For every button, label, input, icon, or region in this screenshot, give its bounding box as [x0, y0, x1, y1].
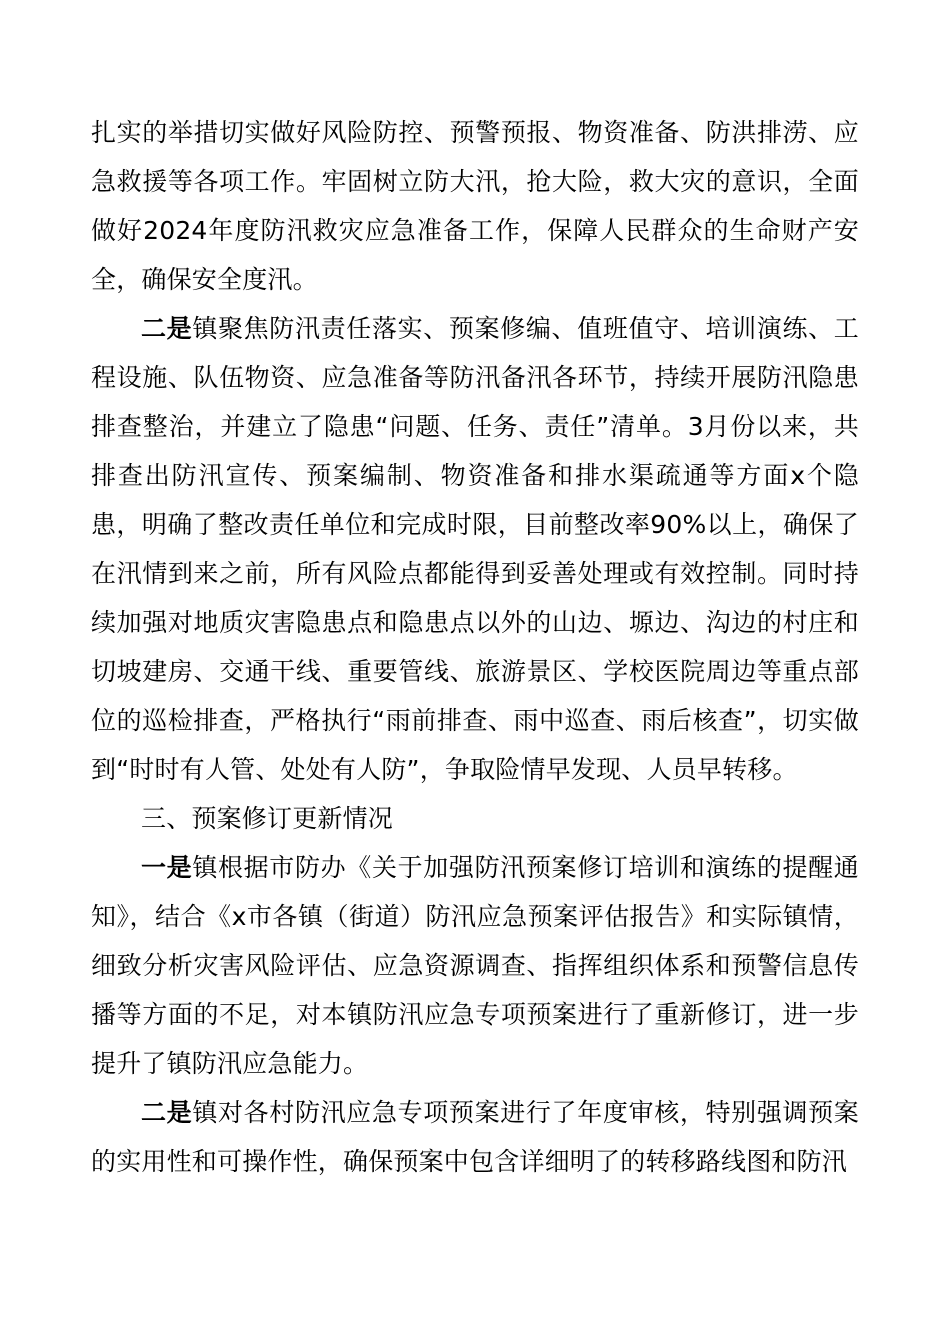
document-body: [91, 108, 859, 1186]
paragraph-plan-revision: [91, 843, 859, 1088]
paragraph-text: 镇聚焦防汛责任落实、预案修编、值班值守、培训演练、工程设施、队伍物资、应急准备等防汛备汛各环节，持续开展防汛隐患排查整治，并建立了隐患“问题、任务、责任”清单。3月份以来，共排查出防汛宣传、预案编制、物资准备和排水渠疏通等方面x个隐患，明确了整改责任单位和完成时限，目前整改率90%以上，确保了在汛情到来之前，所有风险点都能得到妥善处理或有效控制。同时持续加强对地质灾害隐患点和隐患点以外的山边、塬边、沟边的村庄和切坡建房、交通干线、重要管线、旅游景区、学校医院周边等重点部位的巡检排查，严格执行“雨前排查、雨中巡查、雨后核查”，切实做到“时时有人管、处处有人防”，争取险情早发现、人员早转移。: [91, 314, 860, 784]
paragraph-lead: 一是: [141, 853, 193, 882]
paragraph-text: 镇根据市防办《关于加强防汛预案修订培训和演练的提醒通知》，结合《x市各镇（街道）防汛应急预案评估报告》和实际镇情，细致分析灾害风险评估、应急资源调查、指挥组织体系和预警信息传播等方面的不足，对本镇防汛应急专项预案进行了重新修订，进一步提升了镇防汛应急能力。: [91, 853, 860, 1078]
paragraph-lead: 二是: [141, 314, 193, 343]
section-heading-text: 三、预案修订更新情况: [141, 804, 394, 833]
paragraph-text: 扎实的举措切实做好风险防控、预警预报、物资准备、防洪排涝、应急救援等各项工作。牢固树立防大汛，抢大险，救大灾的意识，全面做好2024年度防汛救灾应急准备工作，保障人民群众的生命财产安全，确保安全度汛。: [91, 118, 859, 294]
section-heading: [91, 794, 859, 843]
paragraph-continuation: [91, 108, 859, 304]
paragraph-text: 镇对各村防汛应急专项预案进行了年度审核，特别强调预案的实用性和可操作性，确保预案中包含详细明了的转移路线图和防汛: [91, 1098, 860, 1176]
paragraph-hazard-inspection: [91, 304, 859, 794]
paragraph-lead: 二是: [141, 1098, 193, 1127]
paragraph-village-plan-review: [91, 1088, 859, 1186]
